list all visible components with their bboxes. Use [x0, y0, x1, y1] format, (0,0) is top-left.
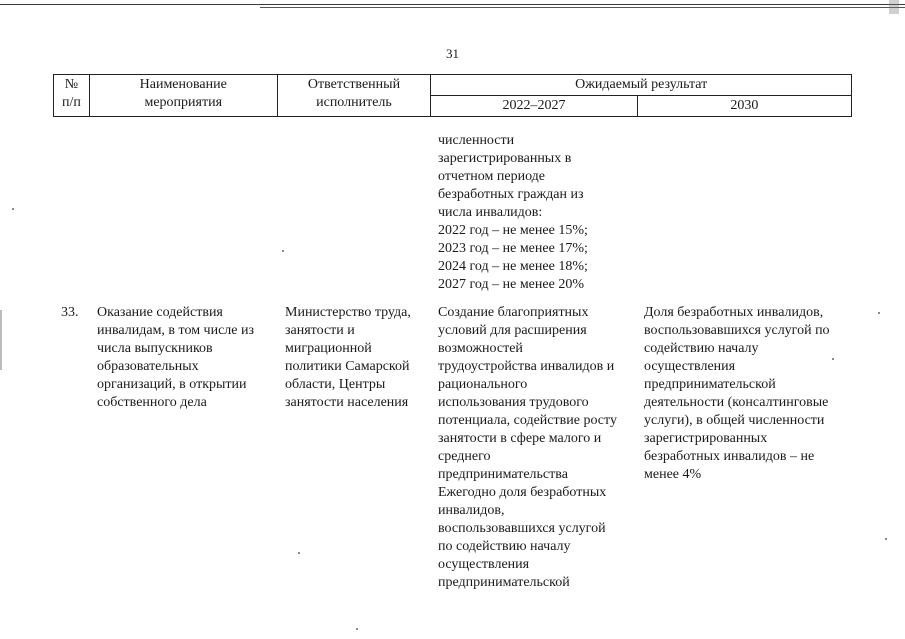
table-header	[53, 74, 852, 117]
header-col-name	[89, 75, 277, 117]
header-col-number-label: № п/п	[62, 77, 81, 110]
row-33-responsible: Министерство труда, занятости и миграционной политики Самарской области, Центры занятости населения	[285, 305, 411, 410]
scan-speck	[298, 552, 300, 554]
scan-speck	[832, 358, 834, 360]
header-col-period2-label: 2030	[730, 98, 759, 113]
table-header-row	[54, 75, 852, 96]
scan-speck	[885, 538, 887, 540]
scan-speck	[356, 628, 358, 630]
continuation-text: численности зарегистрированных в отчетном периоде безработных граждан из числа инвалидов: 2022 год – не менее 15%; 2023 год – не менее 17%; 2024 год – не менее 18%; 2027 год – не менее 20%	[438, 133, 588, 292]
scan-artifact-line	[0, 4, 905, 5]
header-col-number	[54, 75, 90, 117]
row-33-name: Оказание содействия инвалидам, в том числе из числа выпускников образовательных организаций, в открытии собственного дела	[97, 305, 255, 410]
header-col-period1	[431, 96, 637, 117]
page-number: 31	[446, 46, 459, 61]
scan-artifact-line	[260, 7, 905, 8]
row-33-result-2030: Доля безработных инвалидов, воспользовавшихся услугой по содействию началу осуществления предпринимательской деятельности (консалтинговые услуги), в общей численности зарегистрированных безработных инвалидов – не менее 4%	[644, 305, 830, 482]
scan-speck	[282, 250, 284, 252]
header-col-name-label: Наименование мероприятия	[139, 77, 227, 110]
header-col-expected-label: Ожидаемый результат	[575, 77, 708, 92]
header-col-responsible-label: Ответственный исполнитель	[307, 77, 401, 110]
scan-artifact-corner	[889, 0, 899, 14]
row-33-result-2022-2027: Создание благоприятных условий для расширения возможностей трудоустройства инвалидов и рационального использования трудового потенциала, содействие росту занятости в сфере малого и среднего предпринимательства Ежегодно доля безработных инвалидов, воспользовавшихся услугой по содействию началу осуществления предпринимательской	[438, 305, 617, 590]
scan-artifact-edge	[0, 310, 2, 370]
scan-speck	[12, 208, 14, 210]
row-33-number: 33.	[61, 305, 79, 320]
header-col-expected	[431, 75, 852, 96]
header-col-period1-label: 2022–2027	[502, 98, 566, 113]
header-col-period2	[637, 96, 851, 117]
header-col-responsible	[277, 75, 431, 117]
scan-speck	[878, 312, 880, 314]
